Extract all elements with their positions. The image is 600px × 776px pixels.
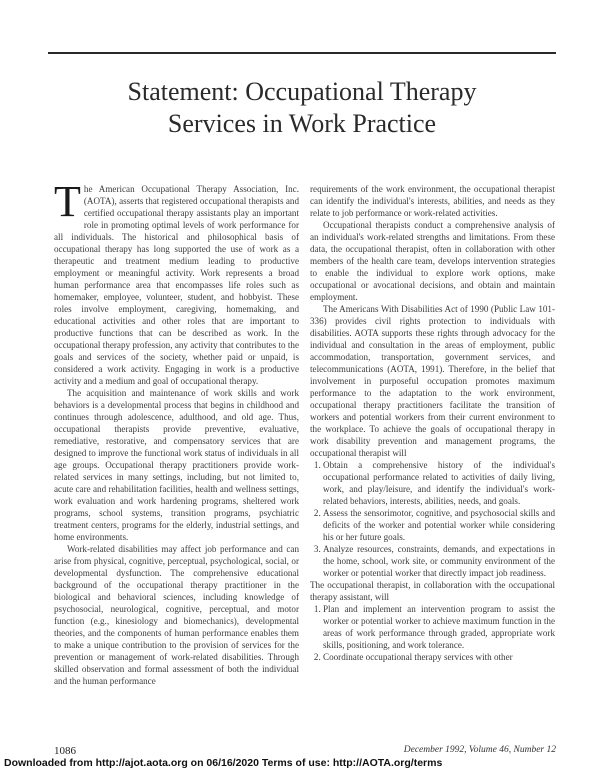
- list-item: 2. Coordinate occupational therapy services with other: [323, 651, 555, 663]
- list-item: 3. Analyze resources, constraints, demands, and expectations in the home, school, work site, or community environment of the worker or potential worker that directly impact job readiness.: [323, 543, 555, 579]
- list-item: 1. Obtain a comprehensive history of the individual's occupational performance related to activities of daily living, work, and play/leisure, and identify the individual's work-related behaviors, interests, abilities, needs, and goals.: [323, 459, 555, 507]
- body-paragraph: The occupational therapist, in collaboration with the occupational therapy assistant, will: [310, 580, 555, 602]
- body-paragraph: Work-related disabilities may affect job performance and can arise from physical, cognitive, perceptual, psychological, social, or developmental dysfunction. The comprehensive educational background of the occupational therapy practitioner in the biological and behavioral sciences, including knowledge of psychosocial, neurological, cognitive, perceptual, and motor function (e.g., kinesiology and biomechanics), developmental theories, and the components of human performance enables them to make a unique contribution to the provision of services for the prevention or management of work-related disabilities. Through skilled observation and formal assessment of both the individual and the human performance: [54, 544, 299, 686]
- body-paragraph: The Americans With Disabilities Act of 1990 (Public Law 101-336) provides civil rights protection to individuals with disabilities. AOTA supports these rights through advocacy for the individual and consultation in the areas of employment, public accommodation, transportation, government services, and telecommunications (AOTA, 1991). Therefore, in the belief that involvement in purposeful occupation promotes maximum performance to the adaptation to the work environment, occupational therapy practitioners facilitate the transition of workers and potential workers from their current environment to the workplace. To achieve the goals of occupational therapy in work disability prevention and management programs, the occupational therapist will: [310, 304, 555, 458]
- page-title: [48, 76, 556, 140]
- left-column: [54, 177, 299, 687]
- right-column: [310, 183, 555, 663]
- journal-citation: December 1992, Volume 46, Number 12: [403, 745, 556, 755]
- drop-cap: T: [54, 177, 81, 226]
- title-line-1: Statement: Occupational Therapy: [127, 77, 477, 106]
- list-item: 2. Assess the sensorimotor, cognitive, and psychosocial skills and deficits of the worker and potential worker while considering his or her future goals.: [323, 507, 555, 543]
- title-line-2: Services in Work Practice: [167, 109, 437, 138]
- page-number: 1086: [54, 745, 76, 757]
- body-paragraph: requirements of the work environment, the occupational therapist can identify the individual's interests, abilities, and needs as they relate to job performance or work-related activities.: [310, 184, 555, 218]
- list-item: 1. Plan and implement an intervention program to assist the worker or potential worker to achieve maximum function in the areas of work performance through graded, appropriate work skills, positioning, and work tolerance.: [323, 603, 555, 651]
- body-paragraph: The acquisition and maintenance of work skills and work behaviors is a developmental process that begins in childhood and continues through adolescence, adulthood, and old age. Thus, occupational therapists provide preventive, evaluative, remediative, restorative, and compensatory services that are designed to improve the functional work status of individuals in all age groups. Occupational therapy practitioners provide work-related services in many settings, including, but not limited to, acute care and rehabilitation facilities, health and wellness settings, work evaluation and work hardening programs, sheltered work programs, school systems, transition programs, psychiatric treatment centers, programs for the elderly, industrial settings, and home environments.: [54, 388, 299, 542]
- intro-text: he American Occupational Therapy Association, Inc. (AOTA), asserts that registered occupational therapists and certified occupational therapy assistants play an important role in promoting optimal levels of work performance for all individuals. The historical and philosophical basis of occupational therapy has long supported the use of work as a therapeutic and treatment medium leading to productive employment or meaningful activity. Work represents a broad human performance area that encompasses life roles such as homemaker, employee, volunteer, student, and hobbyist. These roles involve employment, caregiving, homemaking, and educational activities and other roles that are important to productive functions that can be described as work. In the occupational therapy profession, any activity that contributes to the goals and services of the society, whether paid or unpaid, is considered a work activity. Engaging in work is a productive activity and a medium and goal of occupational therapy.: [54, 184, 299, 386]
- download-notice: Downloaded from http://ajot.aota.org on 06/16/2020 Terms of use: http://AOTA.org/terms: [4, 757, 443, 769]
- therapist-duties-list: [310, 459, 555, 579]
- body-paragraph: Occupational therapists conduct a comprehensive analysis of an individual's work-related strengths and limitations. From these data, the occupational therapist, often in collaboration with other members of the health care team, develops intervention strategies to enable the individual to explore work options, make occupational or avocational decisions, and obtain and maintain employment.: [310, 220, 555, 302]
- header-rule: [48, 52, 556, 54]
- intro-paragraph: [54, 177, 299, 387]
- collaboration-list: [310, 603, 555, 663]
